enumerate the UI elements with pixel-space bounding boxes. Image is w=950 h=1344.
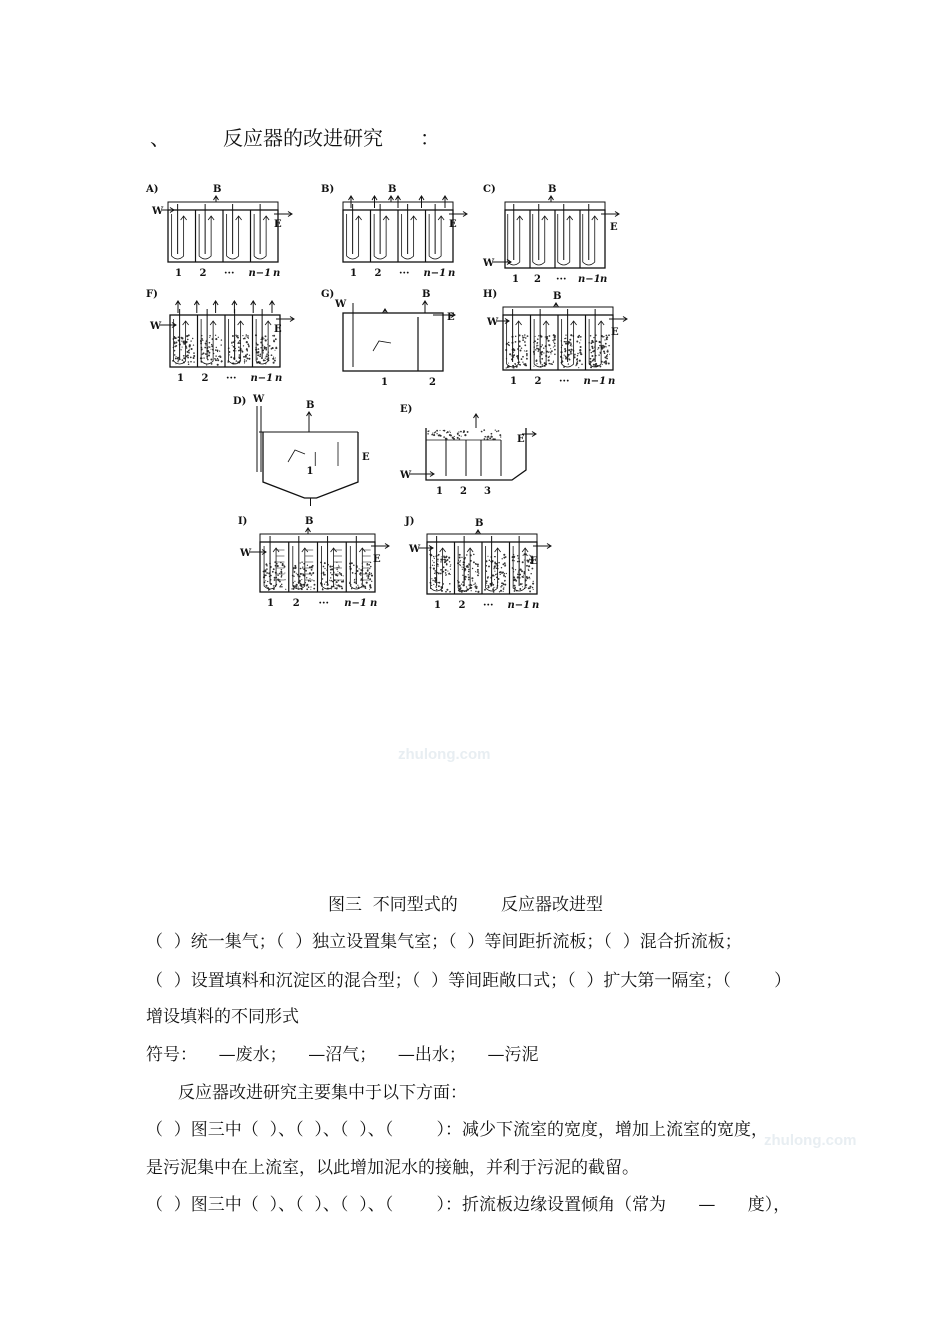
sludge-fill xyxy=(481,429,502,440)
sludge-fill xyxy=(291,561,315,590)
chamber-number: n xyxy=(532,600,540,611)
gas-label-b: B xyxy=(553,291,562,302)
chamber-number: n−1 xyxy=(250,373,274,384)
chamber-number: ··· xyxy=(399,268,410,279)
panel-label: A) xyxy=(146,184,159,195)
chamber-number: 1 xyxy=(436,486,443,497)
heading-bullet: 、 xyxy=(150,126,170,150)
chamber-number: ··· xyxy=(483,600,494,611)
reactor-panel-g xyxy=(321,285,471,388)
chamber-number: 1 xyxy=(381,377,388,388)
chamber-number: 1 xyxy=(512,274,519,285)
effluent-label-e: E xyxy=(447,312,455,323)
effluent-label-e: E xyxy=(449,219,457,230)
panel-label: E) xyxy=(400,404,413,415)
flow-path xyxy=(288,450,305,462)
gas-label-b: B xyxy=(388,184,397,195)
gas-label-b: B xyxy=(422,289,431,300)
reactor-panel-e xyxy=(400,400,550,500)
gas-label-b: B xyxy=(306,400,315,411)
chamber-number: 2 xyxy=(534,274,541,285)
sludge-fill xyxy=(533,334,556,368)
legend-line-1: （ ）统一集气；（ ）独立设置集气室；（ ）等间距折流板；（ ）混合折流板； xyxy=(146,932,742,952)
reactor-panel-d xyxy=(233,392,383,502)
chamber-number: ··· xyxy=(556,274,567,285)
chamber-number: 2 xyxy=(292,598,300,609)
sludge-fill xyxy=(200,335,223,366)
reactor-panel-h xyxy=(483,285,633,385)
gas-label-b: B xyxy=(305,516,314,527)
sludge-fill xyxy=(227,334,250,364)
chamber-number: 1 xyxy=(306,466,314,477)
reactor-panel-j xyxy=(405,512,555,612)
chamber-number: 1 xyxy=(350,268,357,279)
sludge-fill xyxy=(255,334,277,364)
panel-label: C) xyxy=(483,184,496,195)
chamber-number: n xyxy=(275,373,283,384)
heading-colon: ： xyxy=(420,126,440,150)
symbols-line: 符号： —废水； —沼气； —出水； —污泥 xyxy=(146,1045,539,1065)
sludge-fill xyxy=(457,554,479,593)
watermark-center: zhulong.com xyxy=(398,746,491,763)
heading-title: 反应器的改进研究 xyxy=(223,126,383,150)
chamber-number: 1 xyxy=(510,376,517,387)
chamber-number: n xyxy=(273,268,281,279)
panel-label: H) xyxy=(483,289,498,300)
panel-label: J) xyxy=(405,516,415,527)
sludge-fill xyxy=(172,334,195,365)
sludge-fill xyxy=(263,561,287,591)
chamber-number: 2 xyxy=(429,377,436,388)
sludge-fill xyxy=(588,334,610,368)
panel-label: I) xyxy=(238,516,248,527)
effluent-label-e: E xyxy=(362,452,370,463)
sludge-fill xyxy=(349,562,373,590)
intro-line: 反应器改进研究主要集中于以下方面： xyxy=(178,1083,467,1103)
effluent-label-e: E xyxy=(517,434,525,445)
chamber-number: 1 xyxy=(177,373,184,384)
waste-label-w: W xyxy=(400,470,412,481)
gas-label-b: B xyxy=(475,518,484,529)
waste-label-w: W xyxy=(150,321,162,332)
item-1-line-a: （ ）图三中（ ）、（ ）、（ ）、（ ）：减少下流室的宽度，增加上流室的宽度， xyxy=(146,1120,768,1140)
gas-collector xyxy=(505,202,605,210)
gas-collector xyxy=(260,534,375,542)
effluent-label-e: E xyxy=(611,327,619,338)
reactor-panel-a xyxy=(146,180,296,280)
waste-label-w: W xyxy=(409,544,421,555)
legend-line-3: 增设填料的不同形式 xyxy=(146,1007,299,1027)
chamber-number: 1 xyxy=(434,600,441,611)
panel-label: G) xyxy=(321,289,335,300)
reactor-panel-i xyxy=(238,512,388,612)
legend-line-2: （ ）设置填料和沉淀区的混合型；（ ）等间距敞口式；（ ）扩大第一隔室；（ ） xyxy=(146,971,792,991)
chamber-number: ··· xyxy=(318,598,329,609)
chamber-number: n−1 xyxy=(344,598,367,609)
panel-label: B) xyxy=(321,184,335,195)
chamber-number: n xyxy=(370,598,378,609)
gas-collector xyxy=(503,307,613,315)
chamber-number: 2 xyxy=(199,268,207,279)
sludge-fill xyxy=(320,562,344,591)
chamber-number: 3 xyxy=(484,486,491,497)
flow-path xyxy=(373,341,391,351)
chamber-number: n xyxy=(448,268,456,279)
waste-label-w: W xyxy=(483,258,495,269)
chamber-number: n−1 xyxy=(507,600,531,611)
reactor-tank xyxy=(343,313,443,371)
effluent-label-e: E xyxy=(373,554,381,565)
gas-collector xyxy=(168,202,278,210)
waste-label-w: W xyxy=(152,206,164,217)
reactor-panel-c xyxy=(483,180,633,285)
effluent-label-e: E xyxy=(274,324,282,335)
figure-caption: 图三 不同型式的 反应器改进型 xyxy=(328,895,604,915)
sludge-fill xyxy=(484,554,507,593)
waste-label-w: W xyxy=(335,299,347,310)
sludge-fill xyxy=(560,334,583,368)
sludge-fill xyxy=(505,334,528,368)
chamber-number: 2 xyxy=(201,373,209,384)
chamber-number: 1 xyxy=(267,598,274,609)
chamber-number: 2 xyxy=(374,268,382,279)
item-1-line-b: 是污泥集中在上流室，以此增加泥水的接触，并利于污泥的截留。 xyxy=(146,1158,639,1178)
sludge-fill xyxy=(429,554,451,593)
chamber-number: n xyxy=(600,274,608,285)
chamber-number: n−1 xyxy=(248,268,272,279)
chamber-number: n xyxy=(608,376,616,387)
reactor-tank xyxy=(263,432,358,498)
panel-label: D) xyxy=(233,396,247,407)
effluent-label-e: E xyxy=(274,219,282,230)
chamber-number: 2 xyxy=(460,486,467,497)
chamber-number: 1 xyxy=(175,268,182,279)
chamber-number: 2 xyxy=(458,600,466,611)
panel-label: F) xyxy=(146,289,158,300)
reactor-panel-b xyxy=(321,180,471,280)
chamber-number: ··· xyxy=(559,376,570,387)
watermark-right: zhulong.com xyxy=(764,1132,857,1149)
chamber-number: ··· xyxy=(226,373,237,384)
gas-label-b: B xyxy=(548,184,557,195)
chamber-number: ··· xyxy=(224,268,235,279)
chamber-number: n−1 xyxy=(583,376,607,387)
chamber-number: n−1 xyxy=(578,274,601,285)
item-2-line-a: （ ）图三中（ ）、（ ）、（ ）、（ ）：折流板边缘设置倾角（常为 — 度）， xyxy=(146,1195,791,1215)
chamber-number: 2 xyxy=(534,376,542,387)
sludge-fill xyxy=(427,430,468,440)
effluent-label-e: E xyxy=(530,556,538,567)
waste-label-w: W xyxy=(253,394,265,405)
effluent-label-e: E xyxy=(610,222,618,233)
waste-label-w: W xyxy=(240,548,252,559)
waste-label-w: W xyxy=(487,317,499,328)
gas-label-b: B xyxy=(213,184,222,195)
chamber-number: n−1 xyxy=(423,268,447,279)
reactor-panel-f xyxy=(146,285,296,385)
gas-collector xyxy=(427,534,537,542)
